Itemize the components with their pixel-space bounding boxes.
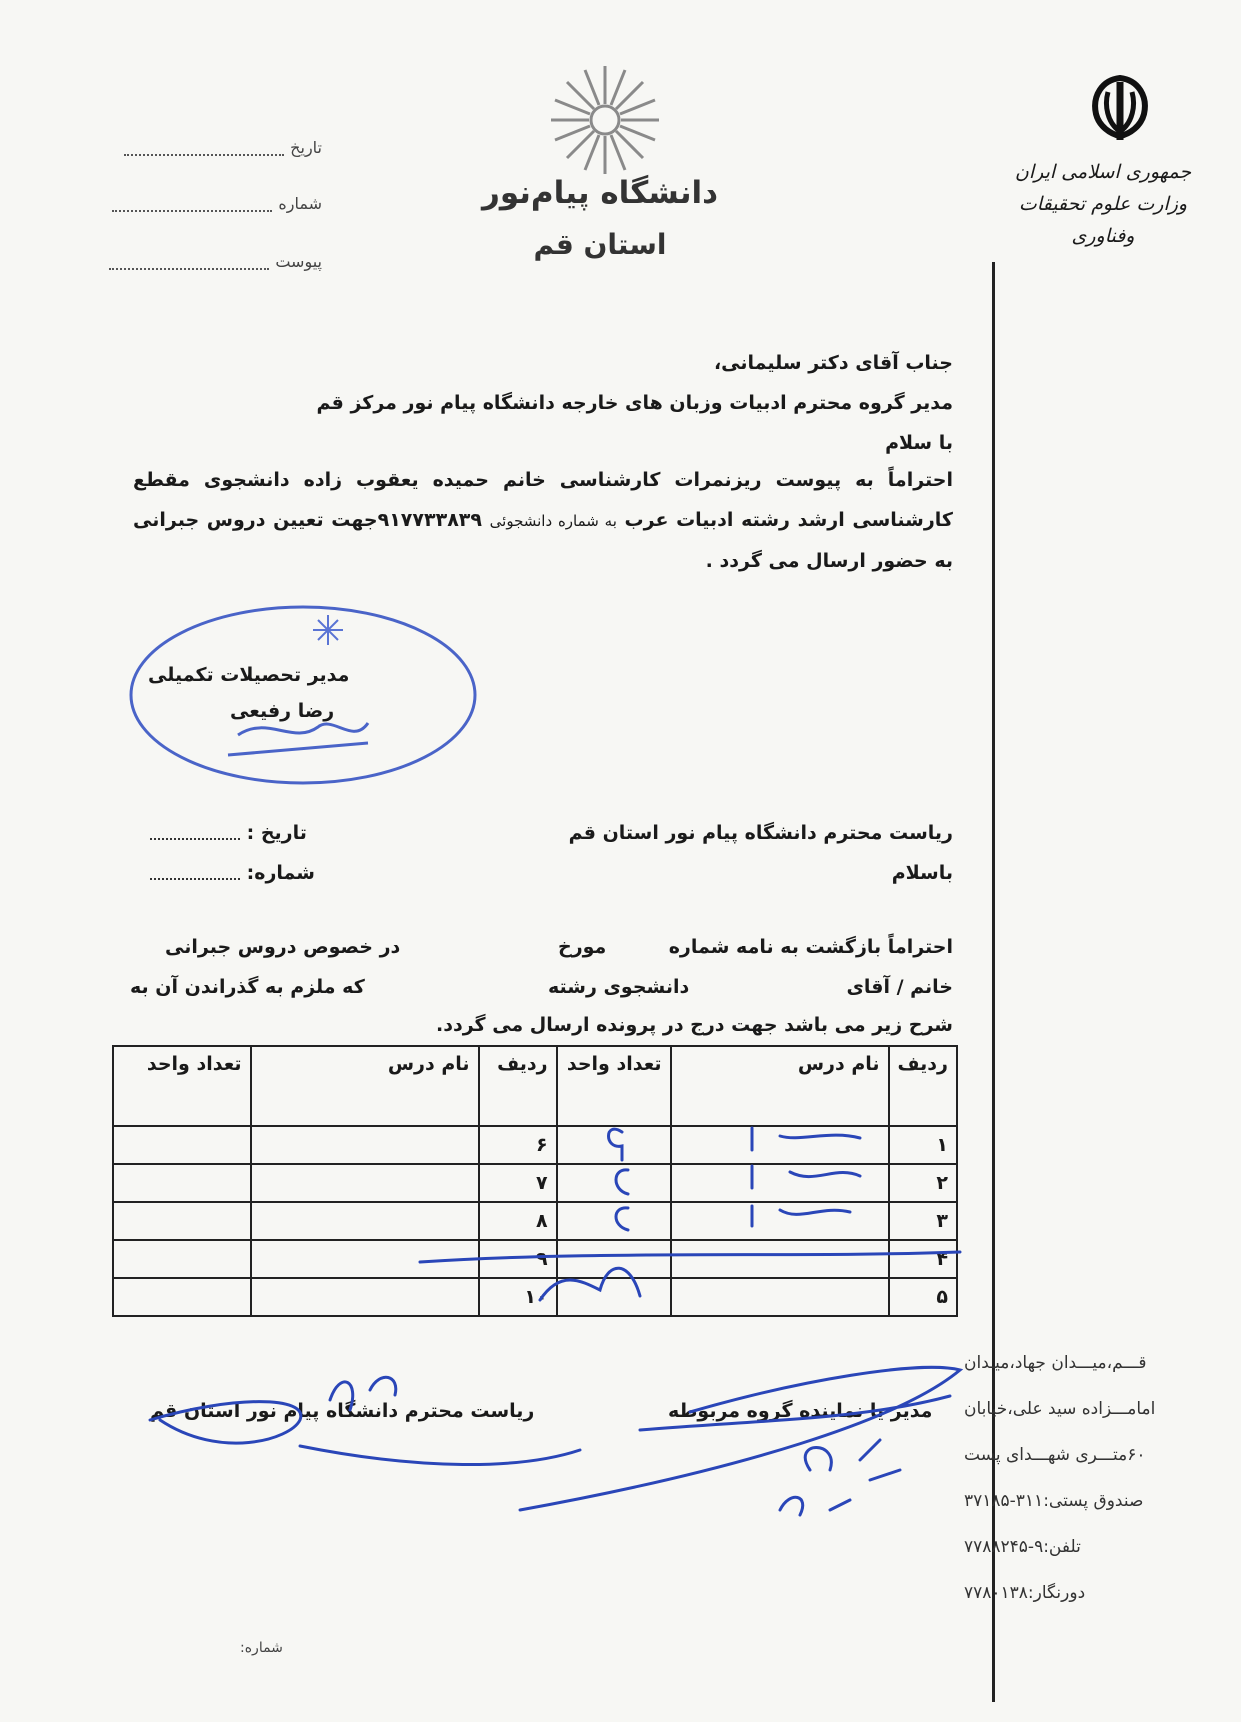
row-number: ۵ (889, 1278, 957, 1316)
units-cell (557, 1164, 671, 1202)
header-row-number-2: ردیف (479, 1046, 557, 1126)
reply-date-field (150, 822, 307, 844)
course-name-cell (251, 1240, 479, 1278)
units-cell (557, 1126, 671, 1164)
course-table (112, 1045, 958, 1317)
attachment-dots (109, 256, 269, 270)
row-number: ۶ (479, 1126, 557, 1164)
units-cell (113, 1278, 251, 1316)
units-cell (113, 1240, 251, 1278)
course-name-cell (671, 1164, 889, 1202)
footer-address-block (964, 1340, 1209, 1616)
university-name: دانشگاه پیام‌نور (481, 175, 719, 211)
letter-body (133, 460, 953, 581)
table-row (113, 1126, 957, 1164)
header-course-name: نام درس (671, 1046, 889, 1126)
header-units: تعداد واحد (557, 1046, 671, 1126)
row-number: ۲ (889, 1164, 957, 1202)
table-row (113, 1240, 957, 1278)
units-cell (113, 1164, 251, 1202)
table-row (113, 1202, 957, 1240)
attachment-label: پیوست (275, 252, 322, 271)
payame-noor-logo-icon (545, 60, 665, 180)
row-number: ۹ (479, 1240, 557, 1278)
ministry-line1: جمهوری اسلامی ایران (1014, 161, 1192, 183)
course-name-cell (671, 1202, 889, 1240)
address-line1: قـــم،میـــدان جهاد،میـدان (964, 1353, 1147, 1373)
reply-line1-a: احتراماً بازگشت به نامه شماره (668, 936, 953, 958)
stamp-name: رضا رفیعی (230, 700, 335, 722)
fax: دورنگار:۷۷۸۰۱۳۸ (964, 1583, 1086, 1603)
university-province: استان قم (533, 228, 667, 261)
signature-caption-president: ریاست محترم دانشگاه پیام نور استان قم (150, 1400, 535, 1422)
table-header-row (113, 1046, 957, 1126)
bottom-number-label: شماره: (240, 1640, 283, 1656)
official-stamp (118, 595, 478, 795)
reply-date-dots (150, 828, 240, 840)
units-cell (557, 1278, 671, 1316)
row-number: ۸ (479, 1202, 557, 1240)
date-field (82, 138, 322, 157)
stamp-title: مدیر تحصیلات تکمیلی (148, 664, 350, 686)
letter-addressee-title: مدیر گروه محترم ادبیات وزبان های خارجه دانشگاه پیام نور مرکز قم (316, 392, 953, 414)
row-number: ۱۰ (479, 1278, 557, 1316)
date-label: تاریخ (290, 138, 322, 157)
reply-line1-b: مورخ (558, 936, 607, 958)
header-row-number: ردیف (889, 1046, 957, 1126)
number-dots (112, 198, 272, 212)
address-line4: صندوق پستی:۳۱۱-۳۷۱۸۵ (964, 1491, 1144, 1511)
reply-number-label: شماره: (246, 862, 315, 884)
iran-emblem-icon (1080, 70, 1160, 150)
reply-number-dots (150, 868, 240, 880)
reply-line2-c: که ملزم به گذراندن آن به (130, 976, 365, 998)
reply-line2-a: خانم / آقای (846, 976, 953, 998)
course-name-cell (671, 1240, 889, 1278)
row-number: ۳ (889, 1202, 957, 1240)
course-name-cell (251, 1126, 479, 1164)
phone: تلفن:۹-۷۷۸۸۲۴۵ (964, 1537, 1081, 1557)
letter-body-small: به شماره دانشجوئی (489, 512, 617, 530)
date-dots (124, 142, 284, 156)
letter-addressee: جناب آقای دکتر سلیمانی، (713, 352, 953, 374)
reply-line3: شرح زیر می باشد جهت درج در پرونده ارسال می گردد. (436, 1014, 953, 1036)
reply-line2-b: دانشجوی رشته (548, 976, 690, 998)
letter-body-part2: ۹۱۷۷۳۳۸۳۹جهت تعیین دروس جبرانی به حضور ارسال می گردد . (133, 509, 953, 572)
reply-date-label: تاریخ : (246, 822, 307, 844)
number-label: شماره (278, 194, 322, 213)
row-number: ۴ (889, 1240, 957, 1278)
course-name-cell (671, 1126, 889, 1164)
table-row (113, 1164, 957, 1202)
address-line3: ۶۰متـــری شهـــدای پست (964, 1445, 1146, 1465)
number-field (82, 194, 322, 213)
course-name-cell (251, 1278, 479, 1316)
course-name-cell (671, 1278, 889, 1316)
units-cell (557, 1240, 671, 1278)
units-cell (557, 1202, 671, 1240)
attachment-field (82, 252, 322, 271)
course-name-cell (251, 1164, 479, 1202)
units-cell (113, 1202, 251, 1240)
reply-number-field (150, 862, 315, 884)
header-course-name-2: نام درس (251, 1046, 479, 1126)
ministry-line2: وزارت علوم تحقیقات وفناوری (1018, 193, 1188, 247)
row-number: ۱ (889, 1126, 957, 1164)
header-units-2: تعداد واحد (113, 1046, 251, 1126)
reply-recipient: ریاست محترم دانشگاه پیام نور استان قم (568, 822, 953, 844)
signature-caption-department: مدیر یا نماینده گروه مربوطه (668, 1400, 933, 1422)
reply-line1-c: در خصوص دروس جبرانی (165, 936, 401, 958)
reply-greeting: باسلام (891, 862, 953, 884)
address-line2: امامـــزاده سید علی،خیابان (964, 1399, 1156, 1419)
course-name-cell (251, 1202, 479, 1240)
table-row (113, 1278, 957, 1316)
units-cell (113, 1126, 251, 1164)
letter-greeting: با سلام (885, 432, 953, 454)
letter-body-part1: احتراماً به پیوست ریزنمرات کارشناسی خانم حمیده یعقوب زاده دانشجوی مقطع کارشناسی ارشد رشته ادبیات عرب (133, 469, 953, 531)
ministry-heading (1003, 156, 1203, 252)
row-number: ۷ (479, 1164, 557, 1202)
